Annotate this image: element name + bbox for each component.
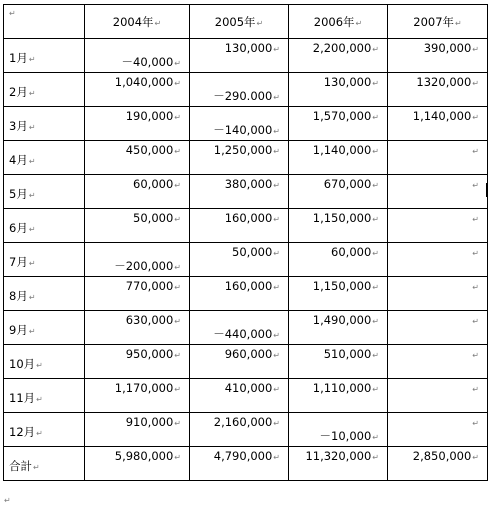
value-cell[interactable]: [85, 379, 190, 413]
cell-value: 1,490,000: [312, 313, 372, 327]
cell-content: [85, 243, 189, 275]
value-cell[interactable]: [85, 73, 190, 107]
cell-value: 2,200,000: [312, 41, 372, 55]
value-cell[interactable]: [388, 175, 488, 209]
cell-end-mark: ↵: [472, 351, 479, 360]
cell-end-mark: ↵: [472, 249, 479, 258]
cell-end-mark: ↵: [273, 215, 280, 224]
header-cell-2006[interactable]: [289, 5, 388, 39]
cell-value: 410,000: [224, 381, 273, 395]
cell-content: [289, 39, 387, 57]
cell-value: 390,000: [423, 41, 472, 55]
cell-end-mark: ↵: [28, 89, 36, 98]
cell-content: [190, 39, 288, 57]
cell-content: [289, 311, 387, 329]
cell-end-mark: ↵: [372, 351, 379, 360]
cell-end-mark: ↵: [36, 361, 43, 370]
cell-end-mark: ↵: [174, 147, 181, 156]
cell-value: 1,140,000: [312, 143, 372, 157]
row-label-cell[interactable]: [4, 141, 85, 175]
cell-content: [289, 447, 387, 465]
cell-content: [388, 107, 487, 125]
value-cell[interactable]: [289, 141, 388, 175]
cell-value: 4,790,000: [213, 449, 273, 463]
header-cell-corner[interactable]: [4, 5, 85, 39]
cell-value: 910,000: [125, 415, 174, 429]
cell-value: 1,250,000: [213, 143, 273, 157]
value-cell[interactable]: [190, 209, 289, 243]
value-cell[interactable]: [85, 311, 190, 345]
value-cell[interactable]: [85, 107, 190, 141]
paragraph-mark: ↵: [9, 9, 16, 18]
value-cell[interactable]: [85, 243, 190, 277]
value-cell[interactable]: [85, 141, 190, 175]
cell-value: 960,000: [224, 347, 273, 361]
cell-end-mark: ↵: [472, 215, 479, 224]
value-cell[interactable]: [388, 379, 488, 413]
header-cell-2004[interactable]: [85, 5, 190, 39]
cell-value: 50,000: [133, 211, 174, 225]
cell-end-mark: ↵: [472, 317, 479, 326]
cell-end-mark: ↵: [273, 385, 280, 394]
cell-end-mark: ↵: [154, 19, 162, 28]
value-cell[interactable]: [289, 311, 388, 345]
row-label: 4月: [9, 153, 28, 167]
cell-content: [388, 243, 487, 261]
table-row: [4, 379, 488, 413]
cell-value: 950,000: [125, 347, 174, 361]
cell-value: －10,000: [319, 429, 372, 443]
cell-value: 2,850,000: [412, 449, 472, 463]
cell-value: 190,000: [125, 109, 174, 123]
value-cell[interactable]: [190, 345, 289, 379]
cell-end-mark: ↵: [273, 419, 280, 428]
cell-content: [388, 209, 487, 227]
cell-content: [190, 447, 288, 465]
cell-end-mark: ↵: [36, 429, 43, 438]
cell-end-mark: ↵: [28, 293, 36, 302]
cell-end-mark: ↵: [372, 453, 379, 462]
header-cell-2005[interactable]: [190, 5, 289, 39]
cell-content: [190, 107, 288, 139]
value-cell[interactable]: [289, 345, 388, 379]
cell-content: [85, 141, 189, 159]
row-label: 10月: [9, 357, 36, 371]
cell-value: 1320,000: [416, 75, 472, 89]
value-cell[interactable]: [190, 277, 289, 311]
value-cell[interactable]: [289, 73, 388, 107]
header-label: 2005年: [214, 15, 256, 29]
cell-end-mark: ↵: [472, 419, 479, 428]
cell-value: 510,000: [323, 347, 372, 361]
cell-value: 50,000: [232, 245, 273, 259]
cell-end-mark: ↵: [28, 55, 36, 64]
cell-value: 670,000: [323, 177, 372, 191]
cell-content: [388, 175, 487, 193]
value-cell[interactable]: [190, 379, 289, 413]
cell-end-mark: ↵: [28, 225, 36, 234]
cell-value: 1,170,000: [114, 381, 174, 395]
table-row: [4, 107, 488, 141]
value-cell[interactable]: [85, 277, 190, 311]
cell-content: [190, 141, 288, 159]
cell-end-mark: ↵: [472, 147, 479, 156]
cell-end-mark: ↵: [372, 215, 379, 224]
cell-end-mark: ↵: [472, 385, 479, 394]
row-label: 6月: [9, 221, 28, 235]
cell-end-mark: ↵: [28, 191, 36, 200]
cell-content: [388, 311, 487, 329]
cell-content: [289, 277, 387, 295]
table-body: [4, 5, 488, 481]
cell-end-mark: ↵: [472, 453, 479, 462]
cell-content: [190, 379, 288, 397]
value-cell[interactable]: [190, 175, 289, 209]
row-label: 12月: [9, 425, 36, 439]
value-cell[interactable]: [289, 107, 388, 141]
value-cell[interactable]: [190, 39, 289, 73]
cell-value: 11,320,000: [305, 449, 372, 463]
value-cell[interactable]: [388, 243, 488, 277]
text-cursor: [486, 183, 488, 197]
table-row: [4, 345, 488, 379]
header-row: [4, 5, 488, 39]
cell-end-mark: ↵: [355, 19, 363, 28]
cell-end-mark: ↵: [256, 19, 264, 28]
row-label: 8月: [9, 289, 28, 303]
table-row: [4, 413, 488, 447]
cell-content: [388, 141, 487, 159]
cell-content: [4, 39, 84, 67]
value-cell[interactable]: [289, 379, 388, 413]
cell-value: 450,000: [125, 143, 174, 157]
cell-end-mark: ↵: [273, 45, 280, 54]
value-cell[interactable]: [190, 413, 289, 447]
table-row: [4, 243, 488, 277]
cell-content: [388, 73, 487, 91]
value-cell[interactable]: [388, 345, 488, 379]
cell-end-mark: ↵: [174, 419, 181, 428]
table-row: [4, 311, 488, 345]
cell-end-mark: ↵: [372, 385, 379, 394]
header-cell-2007[interactable]: [388, 5, 488, 39]
cell-end-mark: ↵: [174, 79, 181, 88]
row-label-cell[interactable]: [4, 39, 85, 73]
row-label: 7月: [9, 255, 28, 269]
cell-content: [190, 345, 288, 363]
cell-end-mark: ↵: [28, 327, 36, 336]
table-row: [4, 277, 488, 311]
cell-end-mark: ↵: [372, 113, 379, 122]
value-cell[interactable]: [85, 447, 190, 481]
document-end-mark: ↵: [4, 496, 11, 505]
cell-content: [4, 107, 84, 135]
cell-content: [4, 379, 84, 407]
value-cell[interactable]: [85, 413, 190, 447]
cell-end-mark: ↵: [372, 147, 379, 156]
cell-end-mark: ↵: [174, 181, 181, 190]
cell-value: －440,000: [213, 327, 273, 341]
cell-content: [4, 277, 84, 305]
cell-content: [289, 175, 387, 193]
cell-value: 630,000: [125, 313, 174, 327]
cell-value: 160,000: [224, 211, 273, 225]
cell-end-mark: ↵: [472, 181, 479, 190]
cell-end-mark: ↵: [33, 463, 40, 472]
cell-content: [190, 311, 288, 343]
cell-content: [289, 209, 387, 227]
cell-end-mark: ↵: [472, 113, 479, 122]
cell-content: [85, 311, 189, 329]
cell-end-mark: ↵: [273, 93, 280, 102]
value-cell[interactable]: [190, 447, 289, 481]
cell-content: [4, 141, 84, 169]
cell-end-mark: ↵: [372, 283, 379, 292]
cell-content: [388, 379, 487, 397]
row-label: 3月: [9, 119, 28, 133]
row-label-cell[interactable]: [4, 243, 85, 277]
row-label-cell[interactable]: [4, 379, 85, 413]
cell-end-mark: ↵: [372, 45, 379, 54]
value-cell[interactable]: [85, 175, 190, 209]
cell-content: [4, 413, 84, 441]
value-cell[interactable]: [388, 311, 488, 345]
cell-end-mark: ↵: [372, 249, 379, 258]
cell-content: [4, 447, 84, 475]
cell-content: [85, 107, 189, 125]
cell-value: 130,000: [323, 75, 372, 89]
cell-value: 1,570,000: [312, 109, 372, 123]
cell-content: [85, 39, 189, 71]
cell-content: [289, 243, 387, 261]
cell-content: [85, 209, 189, 227]
row-label-cell[interactable]: [4, 73, 85, 107]
cell-value: －200,000: [114, 259, 174, 273]
cell-content: [190, 175, 288, 193]
row-label: 合計: [9, 459, 32, 473]
value-cell[interactable]: [289, 277, 388, 311]
cell-content: [4, 73, 84, 101]
cell-end-mark: ↵: [174, 263, 181, 272]
value-cell[interactable]: [85, 39, 190, 73]
cell-content: [289, 345, 387, 363]
cell-end-mark: ↵: [174, 59, 181, 68]
row-label-cell[interactable]: [4, 413, 85, 447]
value-cell[interactable]: [289, 413, 388, 447]
cell-value: 1,150,000: [312, 211, 372, 225]
cell-value: 1,110,000: [312, 381, 372, 395]
value-cell[interactable]: [289, 39, 388, 73]
value-cell[interactable]: [190, 107, 289, 141]
cell-value: 1,150,000: [312, 279, 372, 293]
row-label: 5月: [9, 187, 28, 201]
cell-value: 380,000: [224, 177, 273, 191]
value-cell[interactable]: [388, 73, 488, 107]
cell-end-mark: ↵: [36, 395, 43, 404]
cell-end-mark: ↵: [273, 249, 280, 258]
row-label-cell[interactable]: [4, 277, 85, 311]
cell-content: [4, 345, 84, 373]
value-cell[interactable]: [190, 141, 289, 175]
cell-end-mark: ↵: [28, 259, 36, 268]
cell-value: 2,160,000: [213, 415, 273, 429]
cell-content: [85, 175, 189, 193]
cell-end-mark: ↵: [174, 453, 181, 462]
value-cell[interactable]: [85, 345, 190, 379]
cell-end-mark: ↵: [273, 351, 280, 360]
cell-content: [4, 311, 84, 339]
cell-value: －140,000: [213, 123, 273, 137]
cell-value: 130,000: [224, 41, 273, 55]
header-label: 2006年: [313, 15, 355, 29]
cell-content: [388, 39, 487, 57]
cell-content: [289, 413, 387, 445]
cell-end-mark: ↵: [372, 79, 379, 88]
cell-end-mark: ↵: [28, 157, 36, 166]
value-cell[interactable]: [388, 141, 488, 175]
cell-end-mark: ↵: [174, 351, 181, 360]
data-table: [3, 4, 488, 481]
cell-content: [190, 243, 288, 261]
header-label: 2004年: [112, 15, 154, 29]
cell-end-mark: ↵: [174, 385, 181, 394]
cell-value: 1,040,000: [114, 75, 174, 89]
cell-content: [4, 175, 84, 203]
cell-content: [4, 243, 84, 271]
table-row: [4, 447, 488, 481]
cell-content: [190, 209, 288, 227]
cell-value: －40,000: [121, 55, 174, 69]
row-label-cell[interactable]: [4, 107, 85, 141]
value-cell[interactable]: [388, 447, 488, 481]
cell-content: [85, 447, 189, 465]
cell-content: [388, 345, 487, 363]
table-row: [4, 209, 488, 243]
table-row: [4, 39, 488, 73]
cell-value: 60,000: [331, 245, 372, 259]
value-cell[interactable]: [388, 277, 488, 311]
value-cell[interactable]: [190, 73, 289, 107]
cell-end-mark: ↵: [273, 331, 280, 340]
value-cell[interactable]: [289, 209, 388, 243]
row-label: 11月: [9, 391, 36, 405]
cell-end-mark: ↵: [28, 123, 36, 132]
cell-end-mark: ↵: [472, 283, 479, 292]
value-cell[interactable]: [289, 447, 388, 481]
cell-content: [4, 209, 84, 237]
cell-end-mark: ↵: [273, 127, 280, 136]
table-row: [4, 175, 488, 209]
cell-end-mark: ↵: [273, 181, 280, 190]
cell-content: [289, 379, 387, 397]
value-cell[interactable]: [190, 311, 289, 345]
row-label: 9月: [9, 323, 28, 337]
cell-end-mark: ↵: [174, 317, 181, 326]
row-label-cell[interactable]: [4, 175, 85, 209]
cell-value: 770,000: [125, 279, 174, 293]
cell-value: 5,980,000: [114, 449, 174, 463]
cell-content: [289, 73, 387, 91]
cell-end-mark: ↵: [174, 283, 181, 292]
value-cell[interactable]: [289, 243, 388, 277]
cell-content: [388, 447, 487, 465]
cell-content: [85, 345, 189, 363]
cell-end-mark: ↵: [273, 453, 280, 462]
cell-end-mark: ↵: [273, 283, 280, 292]
cell-content: [190, 413, 288, 431]
cell-value: 60,000: [133, 177, 174, 191]
cell-content: [85, 379, 189, 397]
value-cell[interactable]: [388, 39, 488, 73]
cell-content: [85, 413, 189, 431]
cell-content: [190, 277, 288, 295]
value-cell[interactable]: [388, 209, 488, 243]
cell-end-mark: ↵: [273, 147, 280, 156]
value-cell[interactable]: [190, 243, 289, 277]
value-cell[interactable]: [289, 175, 388, 209]
row-label-cell[interactable]: [4, 311, 85, 345]
table-row: [4, 73, 488, 107]
row-label: 1月: [9, 51, 28, 65]
value-cell[interactable]: [388, 107, 488, 141]
cell-content: [388, 413, 487, 431]
cell-end-mark: ↵: [455, 19, 462, 28]
cell-content: [289, 141, 387, 159]
cell-content: [388, 277, 487, 295]
row-label-cell[interactable]: [4, 209, 85, 243]
cell-end-mark: ↵: [472, 45, 479, 54]
cell-content: [289, 107, 387, 125]
cell-content: [85, 277, 189, 295]
header-label: 2007年: [413, 15, 455, 29]
value-cell[interactable]: [388, 413, 488, 447]
row-label-cell[interactable]: [4, 447, 85, 481]
cell-value: 160,000: [224, 279, 273, 293]
cell-end-mark: ↵: [174, 113, 181, 122]
table-row: [4, 141, 488, 175]
cell-end-mark: ↵: [372, 181, 379, 190]
cell-end-mark: ↵: [472, 79, 479, 88]
cell-value: －290.000: [213, 89, 273, 103]
value-cell[interactable]: [85, 209, 190, 243]
row-label-cell[interactable]: [4, 345, 85, 379]
cell-value: 1,140,000: [412, 109, 472, 123]
cell-end-mark: ↵: [174, 215, 181, 224]
cell-end-mark: ↵: [372, 433, 379, 442]
cell-content: [190, 73, 288, 105]
row-label: 2月: [9, 85, 28, 99]
cell-end-mark: ↵: [372, 317, 379, 326]
cell-content: [85, 73, 189, 91]
